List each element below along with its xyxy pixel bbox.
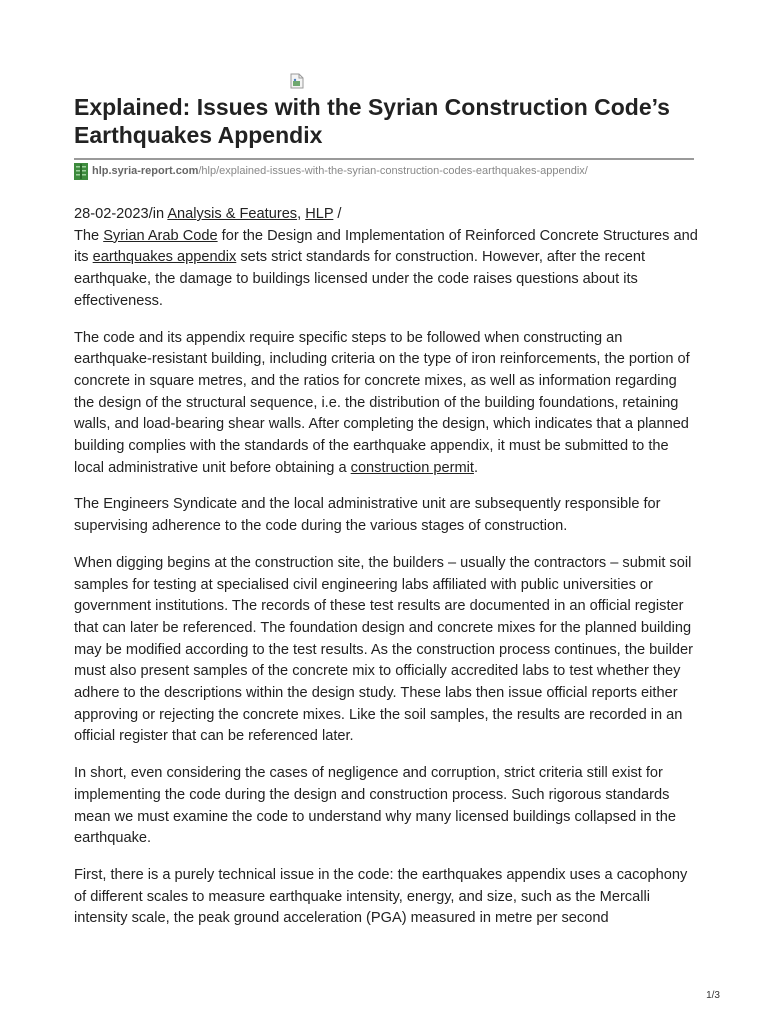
article-body	[74, 204, 698, 945]
link-earthquakes-appendix[interactable]: earthquakes appendix	[92, 249, 237, 266]
paragraph-text: sets strict standards for construction. However, after the recent earthquake, the damage to buildings licensed under the code raises questions about its effectiveness.	[74, 249, 646, 309]
paragraph-supervision: The Engineers Syndicate and the local administrative unit are subsequently responsible for supervising adherence to the code during the various stages of construction.	[74, 496, 661, 535]
paragraph-text: .	[473, 459, 478, 476]
page-number: 1/3	[706, 990, 720, 1001]
paragraph-text: The	[74, 227, 104, 244]
site-favicon-icon	[74, 163, 88, 180]
paragraph-requirements	[74, 328, 698, 480]
category-separator: ,	[297, 206, 306, 222]
paragraph-summary: In short, even considering the cases of negligence and corruption, strict criteria still exist for implementing the code during the design and construction process. Such rigorous standards mean we must examine the code to understand why many licensed buildings collapsed in the earthquake.	[74, 765, 676, 847]
paragraph-soil-samples: When digging begins at the construction site, the builders – usually the contractors – submit soil samples for testing at specialised civil engineering labs affiliated with public universities or government institutions. The records of these test results are documented in an official register that can later be referenced. The foundation design and concrete mixes for the planned building may be modified according to the test results. As the construction process continues, the builder must also present samples of the concrete mix to officially accredited labs to test whether they adhere to the descriptions within the design study. These labs then issue official reports either approving or rejecting the concrete mixes. Like the soil samples, the results are recorded in an official register that can be referenced later.	[74, 554, 693, 745]
source-domain: hlp.syria-report.com	[92, 165, 199, 177]
paragraph-technical-issue: First, there is a purely technical issue in the code: the earthquakes appendix uses a cacophony of different scales to measure earthquake intensity, energy, and size, such as the Mercalli intensity scale, the peak ground acceleration (PGA) measured in metre per second	[74, 866, 688, 927]
link-syrian-arab-code[interactable]: Syrian Arab Code	[103, 227, 218, 244]
category-link-hlp[interactable]: HLP	[305, 206, 334, 222]
post-date: 28-02-2023/in	[74, 206, 168, 222]
title-divider	[74, 158, 694, 160]
source-url[interactable]	[74, 162, 588, 180]
source-path: /hlp/explained-issues-with-the-syrian-construction-codes-earthquakes-appendix/	[198, 165, 588, 177]
post-meta	[74, 204, 698, 226]
page-title: Explained: Issues with the Syrian Construction Code’s Earthquakes Appendix	[74, 94, 670, 148]
category-link-analysis[interactable]: Analysis & Features	[167, 206, 298, 222]
paragraph-text: The code and its appendix require specific steps to be followed when constructing an earthquake-resistant building, including criteria on the type of iron reinforcements, the portion of concrete in square metres, and the ratios for concrete mixes, as well as information regarding the design of the structural sequence, i.e. the distribution of the building foundations, retaining walls, and load-bearing shear walls. After completing the design, which indicates that a planned building complies with the standards of the earthquake appendix, it must be submitted to the local administrative unit before obtaining a	[74, 329, 690, 476]
paragraph-text: for the Design and Implementation of Reinforced Concrete Structures and its	[74, 227, 698, 266]
paragraph-intro	[74, 226, 698, 313]
meta-trail: /	[333, 206, 342, 222]
broken-image-icon	[289, 73, 305, 89]
link-construction-permit[interactable]: construction permit	[350, 459, 474, 476]
